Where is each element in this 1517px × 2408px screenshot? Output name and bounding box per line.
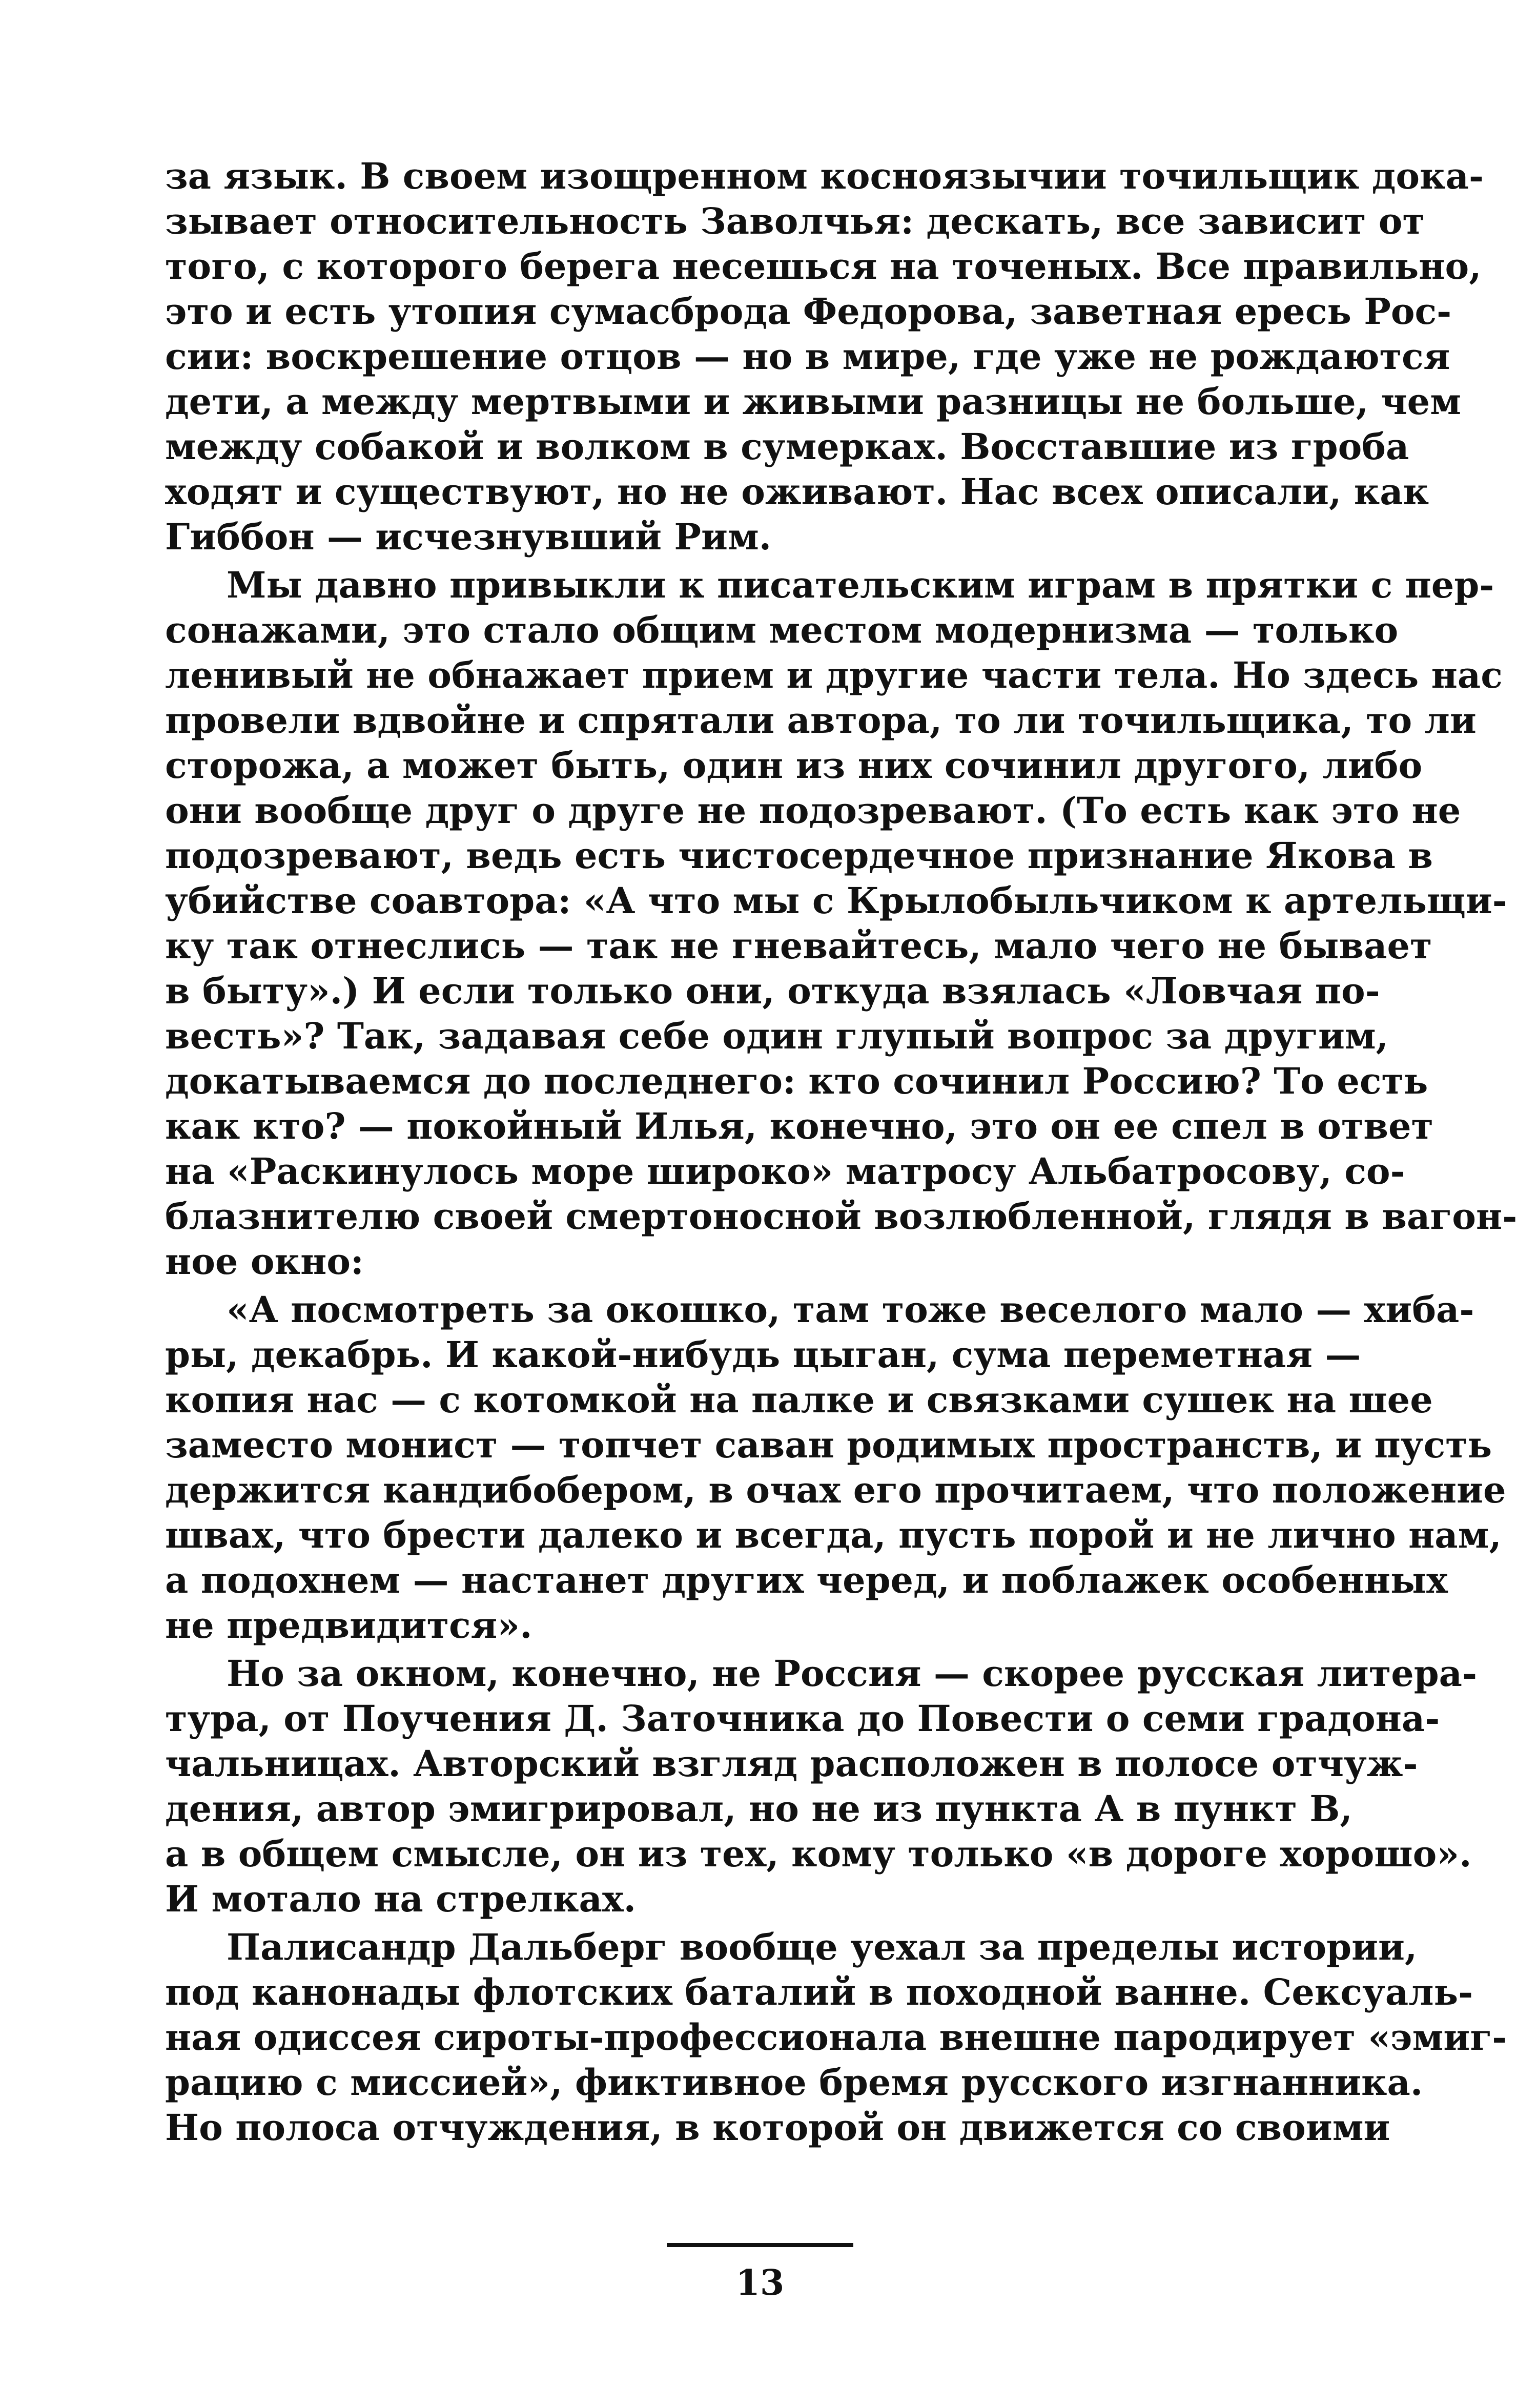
text-line: ходят и существуют, но не оживают. Нас всех описали, как [165, 470, 1429, 513]
text-line: как кто? — покойный Илья, конечно, это он ее спел в ответ [165, 1105, 1433, 1147]
paragraph [165, 1651, 1478, 1922]
text-line: Палисандр Дальберг вообще уехал за пределы истории, [227, 1926, 1418, 1968]
text-line: ленивый не обнажает прием и другие части тела. Но здесь нас [165, 654, 1503, 696]
text-line: это и есть утопия сумасброда Федорова, заветная ересь Рос- [165, 290, 1452, 333]
text-line: того, с которого берега несешься на точеных. Все правильно, [165, 245, 1482, 287]
text-line: ку так отнеслись — так не гневайтесь, мало чего не бывает [165, 924, 1432, 967]
page-number: 13 [735, 2262, 785, 2303]
text-line: провели вдвойне и спрятали автора, то ли точильщика, то ли [165, 699, 1477, 742]
text-line: рацию с миссией», фиктивное бремя русского изгнанника. [165, 2061, 1423, 2104]
text-line: за язык. В своем изощренном косноязычии точильщик дока- [165, 155, 1484, 197]
text-line: под канонады флотских баталий в походной ванне. Сексуаль- [165, 1971, 1473, 2013]
text-line: заместо монист — топчет саван родимых пространств, и пусть [165, 1424, 1492, 1466]
text-line: в быту».) И если только они, откуда взялась «Ловчая по- [165, 970, 1380, 1012]
body-text [165, 154, 1517, 2150]
page-number-rule [667, 2243, 853, 2247]
text-line: Но полоса отчуждения, в которой он движется со своими [165, 2106, 1390, 2149]
text-line: «А посмотреть за окошко, там тоже веселого мало — хиба- [227, 1288, 1474, 1331]
text-line: докатываемся до последнего: кто сочинил Россию? То есть [165, 1060, 1428, 1102]
text-line: тура, от Поучения Д. Заточника до Повести о семи градона- [165, 1697, 1440, 1740]
text-line: зывает относительность Заволчья: дескать, все зависит от [165, 200, 1425, 242]
text-line: чальницах. Авторский взгляд расположен в полосе отчуж- [165, 1742, 1418, 1785]
text-line: Гиббон — исчезнувший Рим. [165, 516, 772, 558]
text-line: сторожа, а может быть, один из них сочинил другого, либо [165, 744, 1423, 787]
text-line: ры, декабрь. И какой-нибудь цыган, сума переметная — [165, 1333, 1361, 1376]
text-line: швах, что брести далеко и всегда, пусть порой и не лично нам, [165, 1514, 1502, 1556]
text-line: между собакой и волком в сумерках. Восставшие из гроба [165, 425, 1409, 468]
text-line: держится кандибобером, в очах его прочитаем, что положение [165, 1469, 1506, 1511]
paragraph [165, 1925, 1507, 2150]
text-line: сонажами, это стало общим местом модернизма — только [165, 609, 1399, 651]
text-line: весть»? Так, задавая себе один глупый вопрос за другим, [165, 1015, 1389, 1057]
text-line: а подохнем — настанет других черед, и поблажек особенных [165, 1559, 1448, 1601]
paragraph [165, 154, 1484, 560]
text-line: дети, а между мертвыми и живыми разницы не больше, чем [165, 380, 1462, 423]
text-line: копия нас — с котомкой на палке и связками сушек на шее [165, 1378, 1433, 1421]
paragraph [165, 563, 1517, 1284]
text-line: сии: воскрешение отцов — но в мире, где уже не рождаются [165, 335, 1450, 378]
text-line: на «Раскинулось море широко» матросу Альбатросову, со- [165, 1150, 1405, 1192]
text-line: ная одиссея сироты-профессионала внешне пародирует «эмиг- [165, 2016, 1507, 2059]
text-line: подозревают, ведь есть чистосердечное признание Якова в [165, 834, 1433, 877]
text-line: убийстве соавтора: «А что мы с Крылобыльчиком к артельщи- [165, 879, 1507, 922]
text-line: не предвидится». [165, 1604, 532, 1647]
quote-paragraph [165, 1287, 1506, 1648]
text-line: а в общем смысле, он из тех, кому только «в дороге хорошо». [165, 1833, 1472, 1875]
text-line: блазнителю своей смертоносной возлюбленной, глядя в вагон- [165, 1195, 1517, 1238]
text-line: Но за окном, конечно, не Россия — скорее русская литера- [227, 1652, 1478, 1695]
text-line: Мы давно привыкли к писательским играм в прятки с пер- [227, 564, 1494, 606]
text-line: ное окно: [165, 1240, 364, 1283]
text-line: И мотало на стрелках. [165, 1878, 636, 1920]
text-line: они вообще друг о друге не подозревают. (То есть как это не [165, 789, 1461, 832]
text-line: дения, автор эмигрировал, но не из пункта А в пункт В, [165, 1787, 1352, 1830]
